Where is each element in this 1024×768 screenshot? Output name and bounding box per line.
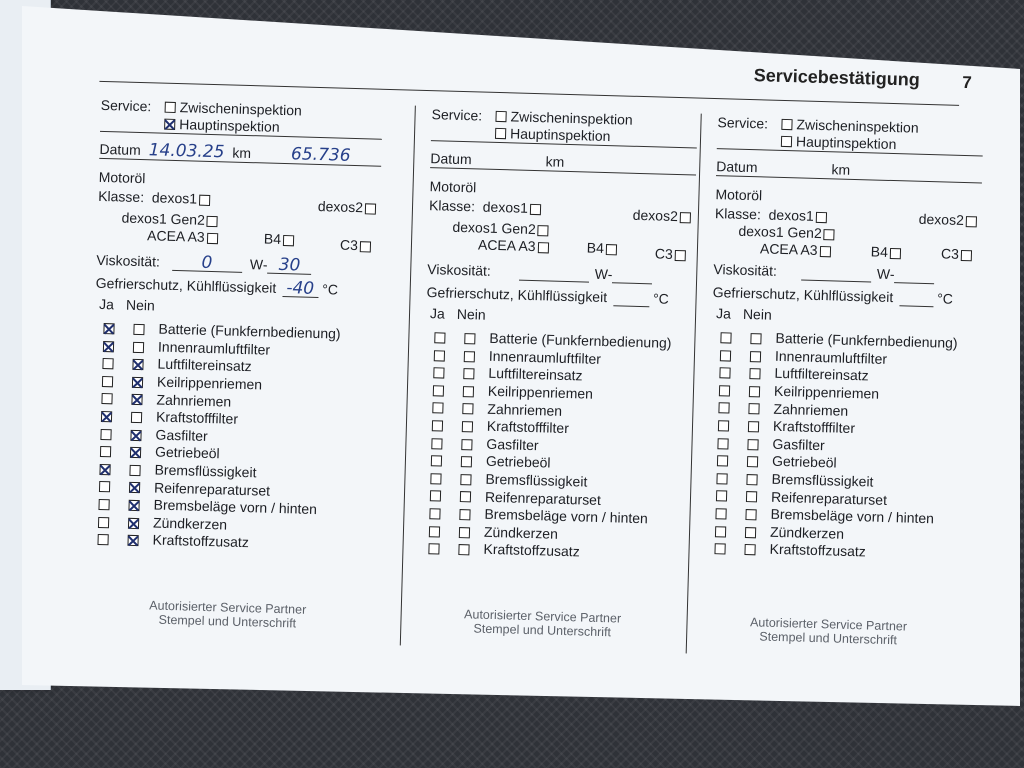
checkbox-nein[interactable] — [133, 324, 144, 335]
km-label: km — [232, 144, 252, 162]
checkbox-ja[interactable] — [100, 429, 111, 440]
dexos1-gen2-label: dexos1 Gen2 — [121, 209, 206, 228]
service-entry-1 — [86, 97, 383, 645]
checkbox-dexos1-gen2[interactable] — [538, 225, 549, 236]
checkbox-ja[interactable] — [715, 491, 726, 502]
item-label: Bremsflüssigkeit — [771, 470, 874, 490]
item-label: Kraftstofffilter — [772, 418, 856, 437]
datum-label: Datum — [716, 158, 758, 176]
checkbox-ja[interactable] — [433, 368, 444, 379]
hauptinspektion-label: Hauptinspektion — [179, 116, 280, 135]
checkbox-ja[interactable] — [102, 341, 113, 352]
service-entry-3 — [686, 114, 984, 662]
item-label: Bremsflüssigkeit — [154, 461, 257, 481]
item-label: Kraftstoffzusatz — [769, 541, 867, 560]
service-label: Service: — [717, 114, 769, 132]
item-label: Innenraumluftfilter — [157, 338, 271, 358]
checkbox-acea-a3[interactable] — [207, 233, 218, 244]
checkbox-nein[interactable] — [744, 544, 755, 555]
item-label: Bremsflüssigkeit — [485, 470, 588, 490]
celsius-label: °C — [936, 290, 954, 307]
checkbox-ja[interactable] — [716, 473, 727, 484]
checkbox-dexos2[interactable] — [966, 216, 977, 227]
nein-label: Nein — [456, 305, 486, 323]
motoroel-label: Motoröl — [429, 178, 477, 196]
footer-line-2: Stempel und Unterschrift — [759, 629, 898, 648]
item-label: Zündkerzen — [769, 523, 845, 542]
gefrierschutz-label: Gefrierschutz, Kühlflüssigkeit — [426, 284, 608, 306]
item-label: Zahnriemen — [156, 391, 232, 410]
item-label: Keilrippenriemen — [156, 373, 263, 393]
checkbox-ja[interactable] — [101, 393, 112, 404]
gefrierschutz-row — [426, 284, 692, 308]
checkbox-nein[interactable] — [131, 377, 142, 388]
frost-field[interactable] — [613, 289, 649, 307]
stamp-area — [401, 605, 684, 641]
checkbox-ja[interactable] — [101, 376, 112, 387]
service-entry-2 — [400, 106, 698, 654]
footer-line-1: Autorisierter Service Partner — [749, 615, 908, 634]
checkbox-dexos1[interactable] — [816, 212, 827, 223]
w-label: W- — [876, 265, 895, 283]
gefrierschutz-label: Gefrierschutz, Kühlflüssigkeit — [712, 284, 894, 306]
checkbox-nein[interactable] — [749, 351, 760, 362]
item-label: Zündkerzen — [152, 514, 228, 533]
page-number: 7 — [961, 72, 972, 93]
checkbox-nein[interactable] — [459, 509, 470, 520]
celsius-label: °C — [652, 290, 670, 307]
ja-nein-header — [95, 296, 377, 321]
motoroel-label: Motoröl — [715, 186, 763, 204]
visc-cold-field[interactable] — [801, 263, 871, 282]
celsius-label: °C — [322, 281, 339, 298]
checkbox-b4[interactable] — [283, 235, 294, 246]
checkbox-nein[interactable] — [745, 491, 756, 502]
checkbox-ja[interactable] — [99, 446, 110, 457]
checkbox-nein[interactable] — [127, 535, 138, 546]
item-label: Kraftstofffilter — [155, 408, 239, 428]
dexos1-gen2-label: dexos1 Gen2 — [452, 218, 536, 238]
checklist — [705, 328, 977, 564]
item-label: Keilrippenriemen — [487, 382, 594, 402]
ja-label: Ja — [98, 295, 115, 313]
item-label: Gasfilter — [155, 426, 208, 444]
acea-label: ACEA A3 — [146, 227, 205, 245]
b4-label: B4 — [870, 243, 889, 260]
stamp-area — [86, 597, 369, 633]
checkbox-ja[interactable] — [98, 481, 109, 492]
dexos1-label: dexos1 — [768, 206, 815, 224]
checkbox-hauptinspektion[interactable] — [781, 136, 792, 147]
b4-label: B4 — [263, 230, 282, 247]
checkbox-zwischeninspektion[interactable] — [495, 111, 506, 122]
hauptinspektion-label: Hauptinspektion — [795, 133, 897, 153]
handwritten-km[interactable]: 65.736 — [290, 144, 351, 166]
checkbox-ja[interactable] — [99, 464, 110, 475]
checkbox-ja[interactable] — [432, 403, 443, 414]
checkbox-nein[interactable] — [463, 351, 474, 362]
checkbox-dexos1-gen2[interactable] — [207, 216, 218, 227]
item-label: Getriebeöl — [154, 443, 220, 462]
checkbox-nein[interactable] — [129, 465, 140, 476]
checkbox-ja[interactable] — [720, 332, 731, 343]
ja-label: Ja — [429, 305, 446, 322]
checkbox-ja[interactable] — [431, 438, 442, 449]
item-label: Zahnriemen — [487, 400, 563, 419]
b4-label: B4 — [586, 239, 605, 256]
w-label: W- — [594, 265, 613, 283]
checkbox-dexos1[interactable] — [530, 204, 541, 215]
item-label: Innenraumluftfilter — [774, 347, 888, 367]
dexos2-label: dexos2 — [918, 210, 965, 229]
checkbox-ja[interactable] — [433, 350, 444, 361]
checkbox-nein[interactable] — [746, 456, 757, 467]
checkbox-ja[interactable] — [434, 332, 445, 343]
datum-label: Datum — [99, 140, 141, 159]
checkbox-ja[interactable] — [716, 455, 727, 466]
checkbox-nein[interactable] — [748, 386, 759, 397]
nein-label: Nein — [125, 296, 155, 314]
zwischeninspektion-label: Zwischeninspektion — [796, 116, 919, 136]
checkbox-b4[interactable] — [606, 244, 617, 255]
checkbox-ja[interactable] — [718, 403, 729, 414]
checkbox-ja[interactable] — [719, 350, 730, 361]
c3-label: C3 — [654, 245, 674, 262]
checkbox-nein[interactable] — [749, 368, 760, 379]
dexos2-label: dexos2 — [632, 206, 679, 225]
item-label: Zahnriemen — [773, 400, 849, 419]
visc-hot-field[interactable] — [612, 266, 652, 284]
checkbox-ja[interactable] — [100, 411, 111, 422]
ja-nein-header — [426, 305, 692, 329]
checkbox-nein[interactable] — [130, 412, 141, 423]
visc-hot-field[interactable] — [894, 266, 934, 284]
footer-line-1: Autorisierter Service Partner — [463, 607, 622, 626]
gefrierschutz-label: Gefrierschutz, Kühlflüssigkeit — [95, 274, 277, 296]
dexos1-label: dexos1 — [151, 189, 198, 207]
checkbox-nein[interactable] — [459, 491, 470, 502]
checkbox-nein[interactable] — [461, 421, 472, 432]
gefrierschutz-row — [96, 275, 378, 300]
footer-line-1: Autorisierter Service Partner — [149, 598, 307, 617]
item-label: Batterie (Funkfernbedienung) — [158, 320, 341, 342]
item-label: Reifenreparaturset — [484, 488, 602, 508]
checkbox-nein[interactable] — [750, 333, 761, 344]
checkbox-nein[interactable] — [132, 359, 143, 370]
hauptinspektion-label: Hauptinspektion — [509, 125, 611, 145]
handwritten-frost[interactable]: -40 — [282, 280, 318, 298]
checkbox-zwischeninspektion[interactable] — [165, 102, 176, 113]
handwritten-visc-cold[interactable]: 0 — [172, 254, 242, 273]
viskositaet-label: Viskosität: — [427, 261, 492, 279]
ja-label: Ja — [715, 305, 732, 322]
item-label: Batterie (Funkfernbedienung) — [489, 330, 672, 352]
checkbox-nein[interactable] — [131, 394, 142, 405]
checkbox-ja[interactable] — [429, 491, 440, 502]
checkbox-nein[interactable] — [132, 342, 143, 353]
checkbox-nein[interactable] — [747, 421, 758, 432]
checkbox-nein[interactable] — [745, 509, 756, 520]
item-label: Reifenreparaturset — [153, 479, 271, 499]
item-label: Reifenreparaturset — [770, 488, 888, 508]
item-label: Luftfiltereinsatz — [774, 365, 869, 384]
klasse-label: Klasse: — [97, 187, 145, 206]
service-sheet — [53, 60, 990, 695]
item-label: Getriebeöl — [485, 453, 551, 472]
item-label: Kraftstofffilter — [486, 418, 570, 437]
item-label: Bremsbeläge vorn / hinten — [484, 505, 649, 527]
checkbox-nein[interactable] — [129, 447, 140, 458]
checkbox-ja[interactable] — [430, 455, 441, 466]
item-label: Luftfiltereinsatz — [157, 356, 252, 375]
checkbox-nein[interactable] — [463, 368, 474, 379]
zwischeninspektion-label: Zwischeninspektion — [179, 99, 303, 119]
item-label: Gasfilter — [486, 435, 539, 454]
item-label: Batterie (Funkfernbedienung) — [775, 330, 958, 352]
item-label: Zündkerzen — [483, 523, 559, 542]
datum-row — [716, 151, 983, 183]
checkbox-hauptinspektion[interactable] — [495, 128, 506, 139]
item-label: Innenraumluftfilter — [488, 347, 602, 367]
item-label: Luftfiltereinsatz — [488, 365, 583, 384]
checkbox-ja[interactable] — [430, 473, 441, 484]
checkbox-ja[interactable] — [98, 499, 109, 510]
datum-row — [99, 134, 382, 167]
checkbox-c3[interactable] — [961, 250, 972, 261]
checkbox-dexos2[interactable] — [680, 212, 691, 223]
checkbox-ja[interactable] — [714, 543, 725, 554]
checkbox-nein[interactable] — [127, 517, 138, 528]
checkbox-ja[interactable] — [717, 438, 728, 449]
checkbox-nein[interactable] — [460, 474, 471, 485]
visc-cold-field[interactable] — [519, 264, 589, 283]
footer-line-2: Stempel und Unterschrift — [158, 612, 297, 631]
checkbox-ja[interactable] — [97, 534, 108, 545]
handwritten-date[interactable]: 14.03.25 — [148, 140, 225, 163]
viskositaet-label: Viskosität: — [96, 251, 161, 270]
checkbox-ja[interactable] — [431, 420, 442, 431]
checkbox-dexos2[interactable] — [365, 203, 376, 214]
checkbox-acea-a3[interactable] — [819, 246, 830, 257]
gefrierschutz-row — [713, 284, 979, 308]
checkbox-nein[interactable] — [747, 439, 758, 450]
checkbox-ja[interactable] — [428, 543, 439, 554]
datum-label: Datum — [430, 150, 472, 168]
checkbox-hauptinspektion[interactable] — [164, 119, 175, 130]
checkbox-nein[interactable] — [462, 404, 473, 415]
nein-label: Nein — [742, 305, 772, 323]
checkbox-nein[interactable] — [461, 439, 472, 450]
checkbox-nein[interactable] — [464, 333, 475, 344]
acea-label: ACEA A3 — [759, 240, 818, 258]
item-label: Gasfilter — [772, 435, 825, 454]
checkbox-nein[interactable] — [748, 404, 759, 415]
checkbox-nein[interactable] — [744, 527, 755, 538]
checklist — [88, 319, 376, 556]
checkbox-nein[interactable] — [458, 544, 469, 555]
dexos1-gen2-label: dexos1 Gen2 — [738, 222, 822, 242]
viskositaet-label: Viskosität: — [713, 261, 778, 279]
c3-label: C3 — [940, 245, 960, 262]
checkbox-zwischeninspektion[interactable] — [781, 119, 792, 130]
c3-label: C3 — [339, 236, 359, 254]
checkbox-dexos1-gen2[interactable] — [824, 229, 835, 240]
service-label: Service: — [431, 106, 483, 124]
km-label: km — [831, 161, 851, 178]
checkbox-ja[interactable] — [714, 526, 725, 537]
checkbox-ja[interactable] — [103, 323, 114, 334]
klasse-label: Klasse: — [428, 197, 476, 215]
motoroel-label: Motoröl — [98, 168, 146, 187]
checkbox-nein[interactable] — [458, 527, 469, 538]
checkbox-ja[interactable] — [719, 368, 730, 379]
checkbox-nein[interactable] — [460, 456, 471, 467]
checkbox-ja[interactable] — [432, 385, 443, 396]
frost-field[interactable] — [899, 289, 933, 307]
checkbox-ja[interactable] — [717, 420, 728, 431]
footer-line-2: Stempel und Unterschrift — [473, 621, 612, 640]
checkbox-acea-a3[interactable] — [537, 242, 548, 253]
item-label: Kraftstoffzusatz — [152, 531, 250, 551]
checkbox-ja[interactable] — [718, 385, 729, 396]
ja-nein-header — [712, 305, 978, 329]
item-label: Kraftstoffzusatz — [483, 541, 580, 560]
page-title: Servicebestätigung — [753, 65, 921, 90]
checkbox-ja[interactable] — [428, 526, 439, 537]
checkbox-nein[interactable] — [130, 429, 141, 440]
checkbox-ja[interactable] — [429, 508, 440, 519]
checkbox-ja[interactable] — [97, 517, 108, 528]
checkbox-dexos1[interactable] — [199, 194, 210, 205]
checkbox-ja[interactable] — [102, 358, 113, 369]
item-label: Bremsbeläge vorn / hinten — [153, 496, 318, 518]
checkbox-nein[interactable] — [462, 386, 473, 397]
zwischeninspektion-label: Zwischeninspektion — [510, 108, 633, 128]
dexos2-label: dexos2 — [317, 197, 364, 216]
item-label: Bremsbeläge vorn / hinten — [770, 505, 935, 527]
checkbox-ja[interactable] — [715, 508, 726, 519]
acea-label: ACEA A3 — [477, 236, 536, 255]
checkbox-nein[interactable] — [128, 482, 139, 493]
checkbox-nein[interactable] — [746, 474, 757, 485]
item-label: Keilrippenriemen — [773, 382, 880, 402]
handwritten-visc-hot[interactable]: 30 — [267, 257, 311, 275]
datum-row — [430, 143, 697, 175]
checklist — [419, 328, 691, 564]
item-label: Getriebeöl — [771, 453, 837, 472]
checkbox-nein[interactable] — [128, 500, 139, 511]
dexos1-label: dexos1 — [482, 198, 529, 216]
klasse-label: Klasse: — [714, 205, 762, 223]
checkbox-c3[interactable] — [675, 250, 686, 261]
checkbox-c3[interactable] — [360, 241, 371, 252]
km-label: km — [545, 153, 565, 170]
w-label: W- — [249, 256, 268, 273]
checkbox-b4[interactable] — [890, 248, 901, 259]
stamp-area — [687, 613, 970, 649]
service-label: Service: — [100, 96, 152, 115]
